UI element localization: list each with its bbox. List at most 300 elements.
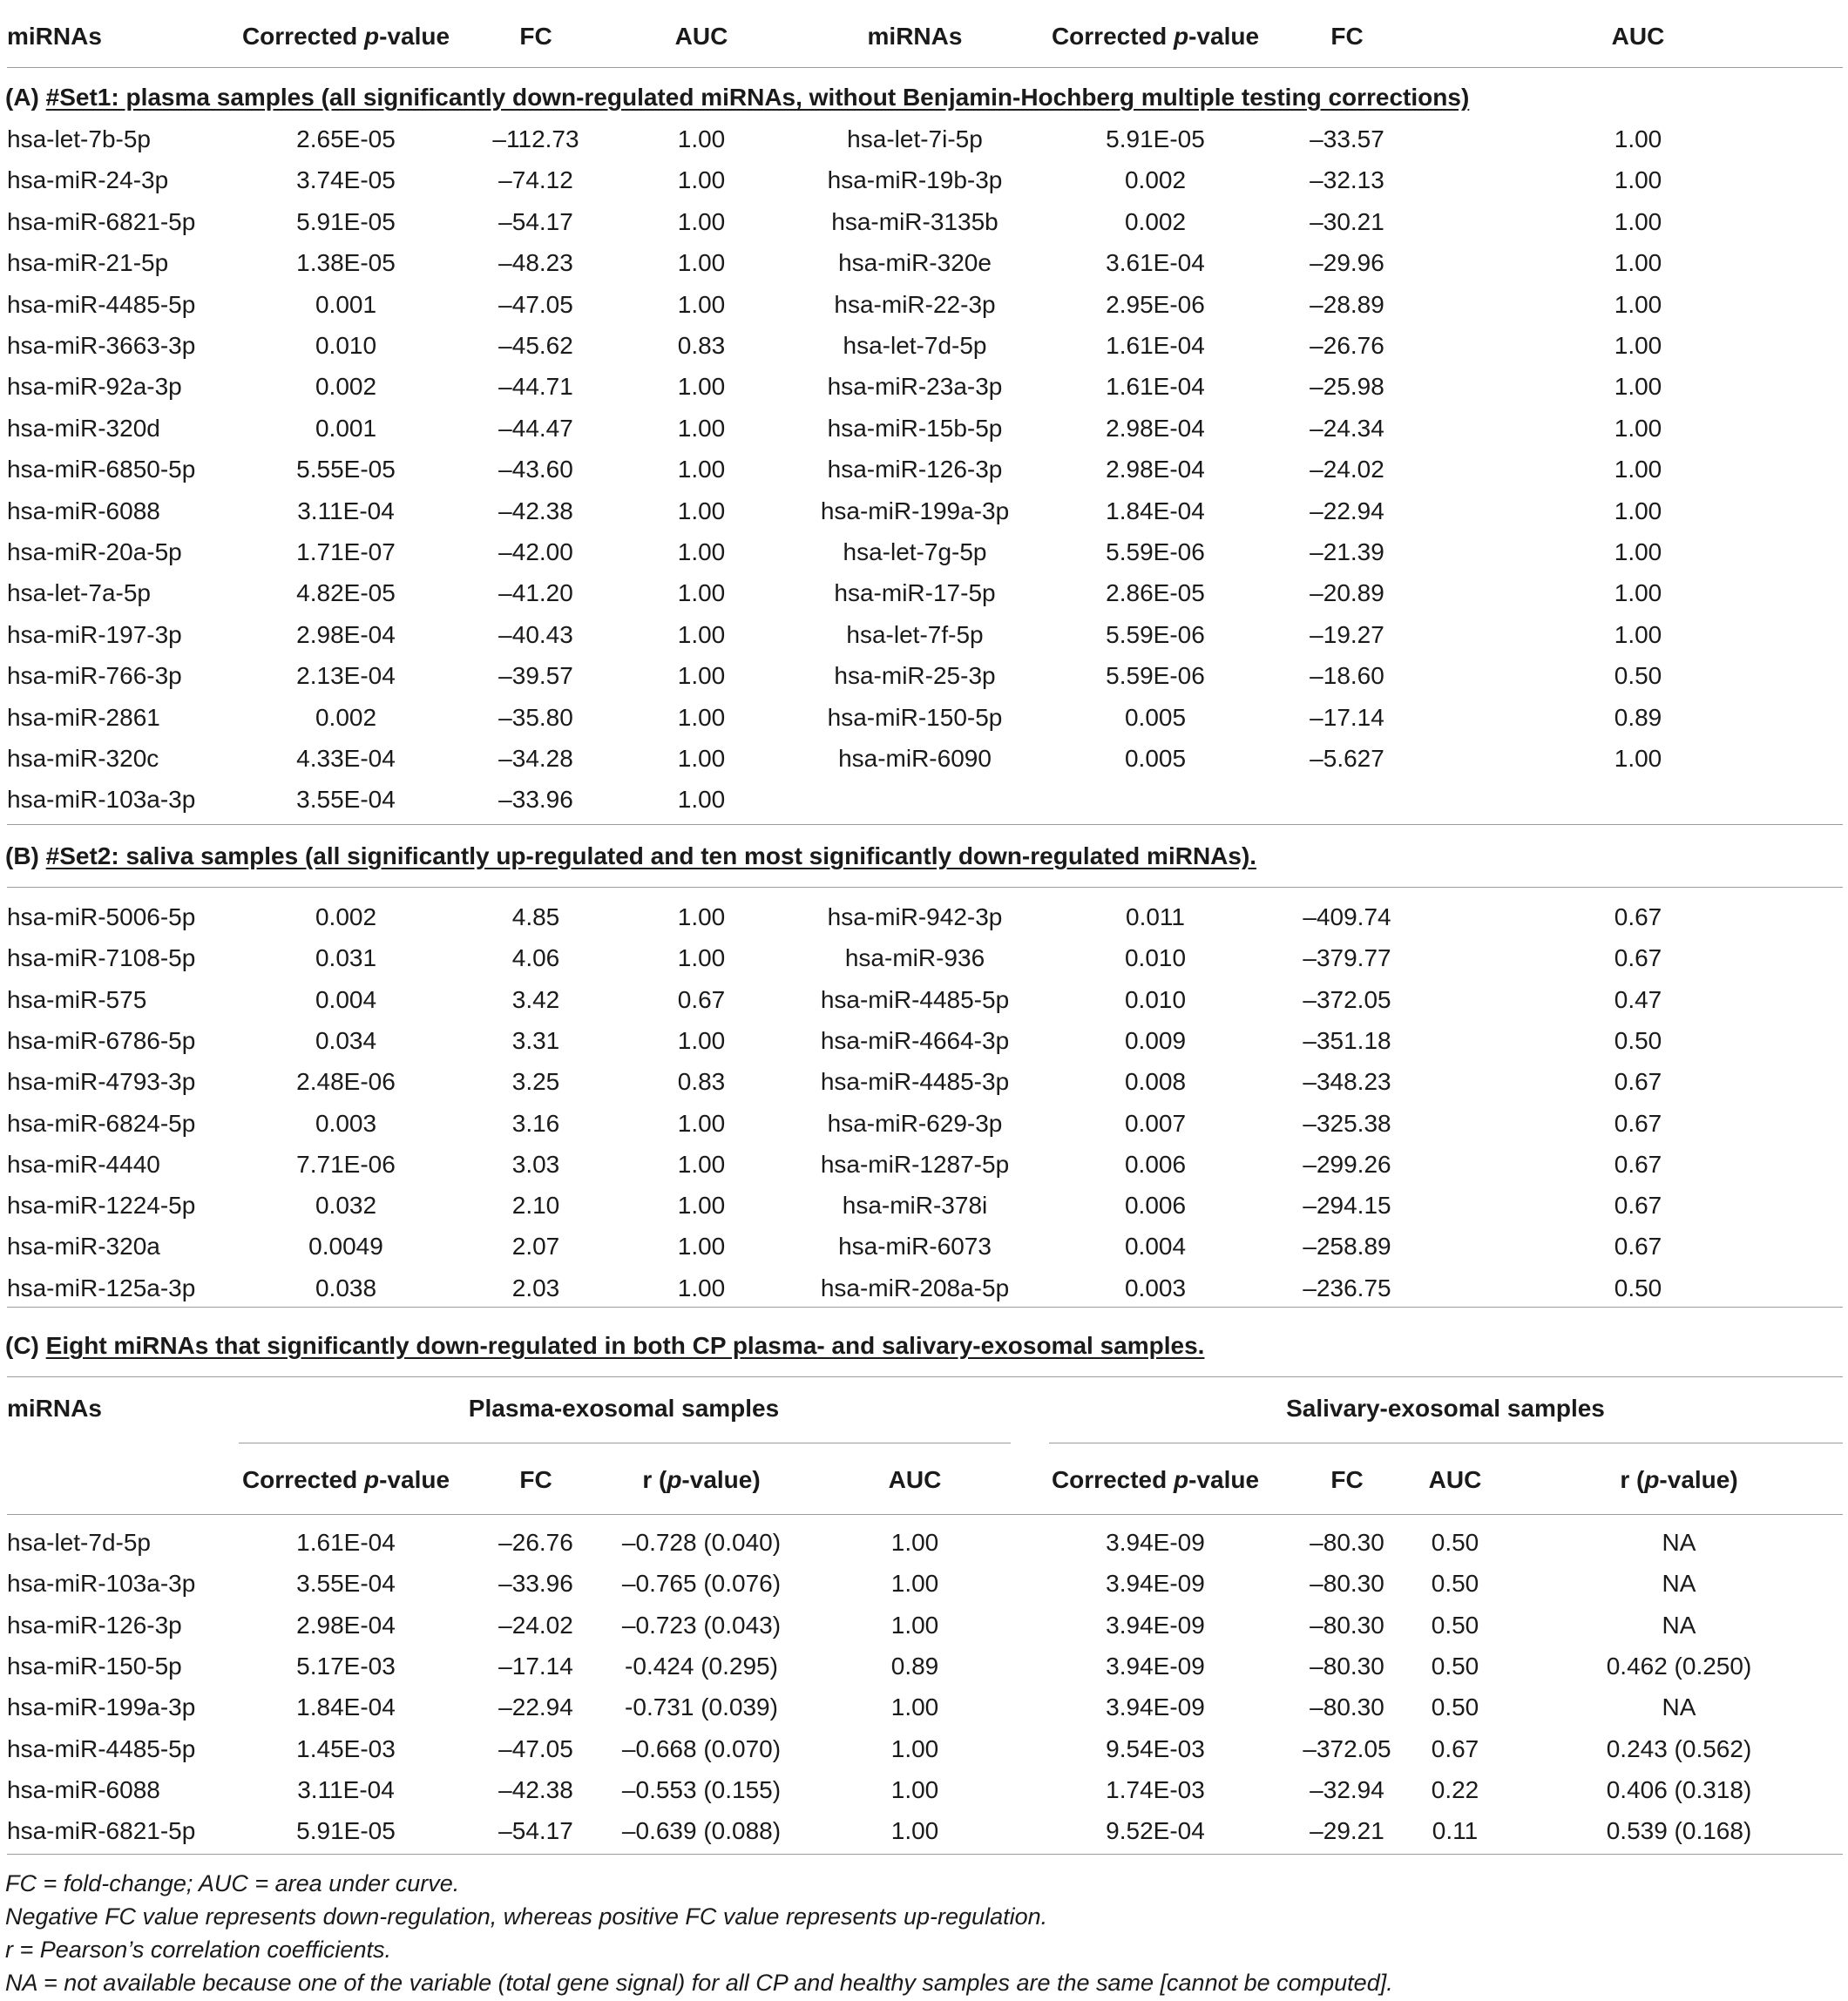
table-cell: 0.50 [1614, 1026, 1662, 1054]
table-cell: 1.00 [1614, 497, 1662, 524]
table-cell: –24.34 [1310, 414, 1384, 442]
table-cell: 0.011 [1126, 903, 1185, 930]
table-cell: 1.00 [677, 249, 726, 277]
table-cell: NA [1662, 1693, 1696, 1721]
table-cell: 3.25 [511, 1068, 560, 1096]
table-cell: 1.00 [890, 1775, 939, 1803]
table-cell: 0.67 [1614, 1068, 1662, 1096]
table-cell: hsa-let-7a-5p [7, 579, 151, 607]
table-cell: 1.00 [677, 1233, 726, 1261]
table-cell: 1.00 [890, 1570, 939, 1598]
table-cell: 1.00 [677, 373, 726, 401]
footnote: NA = not available because one of the variable (total gene signal) for all CP and healthy samples are the same [cannot be computed]. [5, 1970, 1393, 1996]
table-cell: 2.95E-06 [1106, 290, 1205, 318]
header-plasma-group: Plasma-exosomal samples [468, 1395, 780, 1422]
table-cell: hsa-miR-24-3p [7, 166, 169, 194]
table-cell: 1.00 [677, 620, 726, 648]
table-cell: 0.003 [1124, 1274, 1187, 1301]
table-cell: 1.00 [677, 166, 726, 194]
footnote: Negative FC value represents down-regulation, whereas positive FC value represents up-regulation. [5, 1903, 1048, 1930]
table-cell: 1.00 [1614, 620, 1662, 648]
table-cell: 5.55E-05 [296, 456, 396, 483]
table-cell: 0.008 [1124, 1068, 1187, 1096]
table-cell: 2.98E-04 [1106, 414, 1205, 442]
table-cell: hsa-miR-21-5p [7, 249, 169, 277]
table-cell: –80.30 [1310, 1529, 1384, 1556]
table-cell: 1.00 [1614, 332, 1662, 359]
table-cell: 7.71E-06 [296, 1150, 396, 1178]
table-cell: 0.007 [1124, 1109, 1187, 1137]
table-cell: 4.85 [511, 903, 560, 930]
table-cell: –54.17 [498, 1817, 573, 1845]
table-cell: –80.30 [1310, 1611, 1384, 1639]
table-cell: –18.60 [1310, 662, 1384, 690]
table-cell: 0.22 [1431, 1775, 1479, 1803]
table-cell: –19.27 [1310, 620, 1384, 648]
table-cell: 0.243 (0.562) [1606, 1734, 1752, 1762]
table-cell: hsa-miR-4485-5p [820, 985, 1010, 1013]
table-cell: 1.00 [677, 1274, 726, 1301]
table-cell: 0.50 [1431, 1652, 1479, 1680]
table-cell: hsa-let-7d-5p [7, 1529, 151, 1556]
table-cell: –44.71 [498, 373, 573, 401]
table-cell: 9.52E-04 [1106, 1817, 1205, 1845]
table-cell: –47.05 [498, 290, 573, 318]
table-cell: hsa-let-7i-5p [847, 125, 983, 152]
table-cell: hsa-miR-15b-5p [827, 414, 1003, 442]
table-cell: –80.30 [1310, 1693, 1384, 1721]
table-cell: 1.00 [677, 745, 726, 772]
table-cell: 0.67 [1614, 1150, 1662, 1178]
table-cell: –32.94 [1310, 1775, 1384, 1803]
table-cell: hsa-miR-4793-3p [7, 1068, 196, 1096]
table-cell: hsa-miR-629-3p [827, 1109, 1003, 1137]
table-cell: hsa-miR-378i [842, 1192, 988, 1220]
table-cell: 0.002 [1124, 207, 1187, 235]
table-cell: –0.728 (0.040) [621, 1529, 782, 1556]
header-c-corrected-p-value: Corrected p-value [241, 1466, 450, 1493]
table-cell: –0.668 (0.070) [621, 1734, 782, 1762]
table-cell: 1.00 [1614, 538, 1662, 565]
table-cell: hsa-miR-208a-5p [820, 1274, 1010, 1301]
table-cell: 0.50 [1614, 1274, 1662, 1301]
table-cell: 0.47 [1614, 985, 1662, 1013]
table-cell: 0.002 [1124, 166, 1187, 194]
header-c-corrected-p-value-2: Corrected p-value [1051, 1466, 1260, 1493]
table-cell: hsa-miR-3663-3p [7, 332, 196, 359]
table-cell: –45.62 [498, 332, 573, 359]
table-cell: hsa-miR-6821-5p [7, 207, 196, 235]
header-rule [7, 67, 1843, 68]
table-cell: 0.11 [1432, 1817, 1479, 1845]
table-cell: –48.23 [498, 249, 573, 277]
table-cell: –20.89 [1310, 579, 1384, 607]
section-c-header-rule [7, 1514, 1843, 1515]
table-cell: 3.55E-04 [296, 786, 396, 814]
table-cell: –41.20 [498, 579, 573, 607]
table-cell: 1.00 [1614, 456, 1662, 483]
table-cell: 5.91E-05 [1106, 125, 1205, 152]
table-cell: 0.0049 [308, 1233, 383, 1261]
table-cell: 0.010 [1124, 944, 1187, 972]
table-cell: hsa-miR-320a [7, 1233, 160, 1261]
table-cell: hsa-miR-199a-3p [820, 497, 1010, 524]
table-cell: hsa-miR-17-5p [834, 579, 996, 607]
table-cell: hsa-miR-125a-3p [7, 1274, 196, 1301]
table-cell: hsa-miR-4485-3p [820, 1068, 1010, 1096]
table-cell: –28.89 [1310, 290, 1384, 318]
table-cell: –34.28 [498, 745, 573, 772]
table-cell: 0.002 [315, 703, 377, 731]
table-cell: 2.98E-04 [296, 1611, 396, 1639]
table-cell: 0.010 [315, 332, 377, 359]
table-cell: 2.98E-04 [1106, 456, 1205, 483]
header-corrected-p-value-2: Corrected p-value [1051, 23, 1260, 50]
table-cell: hsa-miR-6073 [838, 1233, 992, 1261]
table-cell: –372.05 [1303, 1734, 1391, 1762]
table-cell: 0.002 [315, 373, 377, 401]
table-cell: 1.00 [677, 579, 726, 607]
table-cell: 1.00 [677, 497, 726, 524]
table-cell: hsa-miR-6786-5p [7, 1026, 196, 1054]
section-b-title: (B) #Set2: saliva samples (all significantly up-regulated and ten most significantly down-regulated miRNAs). [5, 842, 1257, 869]
section-c-rule [7, 1854, 1843, 1855]
table-cell: 0.83 [677, 332, 726, 359]
table-cell: –44.47 [498, 414, 573, 442]
table-cell: 0.50 [1431, 1570, 1479, 1598]
table-cell: 1.61E-04 [1106, 373, 1205, 401]
header-fc-2: FC [1330, 23, 1364, 50]
table-cell: –22.94 [1310, 497, 1384, 524]
table-cell: hsa-miR-6090 [838, 745, 992, 772]
table-cell: 1.00 [1614, 745, 1662, 772]
table-cell: hsa-miR-19b-3p [827, 166, 1003, 194]
table-cell: 0.038 [315, 1274, 377, 1301]
table-cell: hsa-miR-766-3p [7, 662, 182, 690]
table-cell: 1.00 [677, 944, 726, 972]
table-cell: 0.89 [890, 1652, 939, 1680]
table-cell: –29.21 [1310, 1817, 1384, 1845]
table-cell: 0.003 [315, 1109, 377, 1137]
table-cell: 1.61E-04 [296, 1529, 396, 1556]
table-cell: –112.73 [492, 125, 579, 152]
table-cell: hsa-miR-5006-5p [7, 903, 196, 930]
table-cell: –348.23 [1303, 1068, 1391, 1096]
table-cell: hsa-miR-20a-5p [7, 538, 182, 565]
table-cell: hsa-miR-150-5p [7, 1652, 182, 1680]
table-cell: 0.005 [1124, 703, 1187, 731]
table-cell: 1.00 [1614, 125, 1662, 152]
table-cell: hsa-miR-23a-3p [827, 373, 1003, 401]
table-cell: 1.00 [1614, 207, 1662, 235]
header-c-fc: FC [519, 1466, 552, 1493]
table-cell: –299.26 [1303, 1150, 1391, 1178]
table-cell: 5.59E-06 [1106, 538, 1205, 565]
table-cell: 0.50 [1431, 1529, 1479, 1556]
table-cell: hsa-miR-22-3p [834, 290, 996, 318]
table-cell: –42.38 [498, 1775, 573, 1803]
table-cell: –26.76 [498, 1529, 573, 1556]
section-a-rule [7, 824, 1843, 825]
table-cell: –409.74 [1303, 903, 1391, 930]
table-cell: hsa-miR-320d [7, 414, 160, 442]
table-cell: 3.11E-04 [297, 497, 395, 524]
table-cell: 1.00 [890, 1529, 939, 1556]
header-c-auc: AUC [888, 1466, 942, 1493]
table-cell: NA [1662, 1611, 1696, 1639]
table-cell: –32.13 [1310, 166, 1384, 194]
table-cell: –372.05 [1303, 985, 1391, 1013]
table-cell: 3.94E-09 [1106, 1652, 1205, 1680]
section-c-title-rule [7, 1376, 1843, 1377]
table-cell: 1.00 [677, 1192, 726, 1220]
table-cell: –0.639 (0.088) [621, 1817, 782, 1845]
table-cell: –5.627 [1310, 745, 1384, 772]
table-cell: 1.61E-04 [1106, 332, 1205, 359]
table-cell: hsa-miR-126-3p [827, 456, 1003, 483]
table-cell: hsa-miR-320c [7, 745, 159, 772]
table-cell: 0.67 [1614, 1109, 1662, 1137]
table-cell: 3.55E-04 [296, 1570, 396, 1598]
table-cell: 3.74E-05 [296, 166, 396, 194]
table-cell: –21.39 [1310, 538, 1384, 565]
table-cell: 1.00 [677, 1026, 726, 1054]
table-cell: hsa-miR-92a-3p [7, 373, 182, 401]
table-cell: –24.02 [498, 1611, 573, 1639]
table-cell: 1.00 [1614, 166, 1662, 194]
table-cell: –17.14 [498, 1652, 573, 1680]
table-cell: –0.723 (0.043) [621, 1611, 782, 1639]
table-cell: 2.03 [511, 1274, 560, 1301]
table-cell: hsa-miR-6824-5p [7, 1109, 196, 1137]
header-fc: FC [519, 23, 552, 50]
table-cell: 0.50 [1431, 1611, 1479, 1639]
table-cell: hsa-miR-6850-5p [7, 456, 196, 483]
table-cell: 3.94E-09 [1106, 1693, 1205, 1721]
table-cell: –35.80 [498, 703, 573, 731]
table-cell: hsa-miR-575 [7, 985, 147, 1013]
table-cell: 1.00 [677, 786, 726, 814]
table-cell: 2.98E-04 [296, 620, 396, 648]
table-cell: 5.17E-03 [296, 1652, 396, 1680]
table-cell: –26.76 [1310, 332, 1384, 359]
table-cell: 3.61E-04 [1106, 249, 1205, 277]
table-cell: –351.18 [1303, 1026, 1391, 1054]
header-c-r-p-value-2: r (p-value) [1620, 1466, 1738, 1493]
table-cell: 1.84E-04 [1106, 497, 1205, 524]
table-cell: 0.462 (0.250) [1606, 1652, 1752, 1680]
table-cell: 0.50 [1614, 662, 1662, 690]
table-cell: 0.67 [1614, 1192, 1662, 1220]
table-cell: hsa-miR-4440 [7, 1150, 160, 1178]
table-cell: 0.031 [315, 944, 377, 972]
header-auc-2: AUC [1611, 23, 1665, 50]
section-c-title: (C) Eight miRNAs that significantly down-regulated in both CP plasma- and salivary-exosomal samples. [5, 1332, 1205, 1359]
table-cell: 2.65E-05 [296, 125, 396, 152]
table-cell: hsa-miR-150-5p [827, 703, 1003, 731]
table-cell: 2.86E-05 [1106, 579, 1205, 607]
table-cell: hsa-miR-199a-3p [7, 1693, 196, 1721]
table-cell: 1.00 [890, 1734, 939, 1762]
table-cell: 0.406 (0.318) [1606, 1775, 1752, 1803]
table-cell: hsa-miR-126-3p [7, 1611, 182, 1639]
table-cell: 2.48E-06 [296, 1068, 396, 1096]
table-cell: 0.83 [677, 1068, 726, 1096]
table-cell: 0.004 [1124, 1233, 1187, 1261]
table-cell: hsa-let-7g-5p [843, 538, 987, 565]
table-cell: 2.10 [511, 1192, 560, 1220]
table-cell: 1.00 [677, 903, 726, 930]
table-cell: 4.06 [511, 944, 560, 972]
table-cell: –325.38 [1303, 1109, 1391, 1137]
table-cell: 3.16 [511, 1109, 560, 1137]
table-cell: hsa-miR-6821-5p [7, 1817, 196, 1845]
table-cell: 0.001 [315, 290, 377, 318]
table-cell: 3.31 [511, 1026, 560, 1054]
table-cell: hsa-let-7d-5p [843, 332, 987, 359]
table-cell: 4.33E-04 [296, 745, 396, 772]
table-cell: –40.43 [498, 620, 573, 648]
table-cell: hsa-miR-936 [844, 944, 985, 972]
table-cell: hsa-miR-103a-3p [7, 786, 196, 814]
table-cell: hsa-miR-197-3p [7, 620, 182, 648]
table-cell: 3.94E-09 [1106, 1529, 1205, 1556]
table-cell: 1.00 [1614, 414, 1662, 442]
table-cell: 9.54E-03 [1106, 1734, 1205, 1762]
table-cell: 5.91E-05 [296, 1817, 396, 1845]
footnote: r = Pearson’s correlation coefficients. [5, 1937, 391, 1963]
table-cell: –236.75 [1303, 1274, 1391, 1301]
table-cell: 0.67 [1614, 944, 1662, 972]
table-cell: –54.17 [498, 207, 573, 235]
table-cell: 0.006 [1124, 1192, 1187, 1220]
table-cell: –33.96 [498, 786, 573, 814]
section-b-rule [7, 1307, 1843, 1308]
table-cell: 2.13E-04 [296, 662, 396, 690]
table-cell: 1.00 [677, 703, 726, 731]
table-cell: 0.032 [315, 1192, 377, 1220]
table-cell: 1.00 [1614, 373, 1662, 401]
table-cell: –33.57 [1310, 125, 1384, 152]
table-cell: 1.74E-03 [1106, 1775, 1205, 1803]
table-cell: –258.89 [1303, 1233, 1391, 1261]
table-cell: –74.12 [498, 166, 573, 194]
table-cell: 3.11E-04 [297, 1775, 395, 1803]
table-cell: 1.45E-03 [296, 1734, 396, 1762]
table-cell: –24.02 [1310, 456, 1384, 483]
table-cell: 0.004 [315, 985, 377, 1013]
table-cell: 4.82E-05 [296, 579, 396, 607]
table-cell: hsa-miR-3135b [831, 207, 998, 235]
header-mirnas: miRNAs [7, 23, 102, 50]
table-cell: 1.84E-04 [296, 1693, 396, 1721]
table-cell: –42.38 [498, 497, 573, 524]
header-salivary-group: Salivary-exosomal samples [1286, 1395, 1605, 1422]
table-cell: –47.05 [498, 1734, 573, 1762]
table-cell: hsa-miR-103a-3p [7, 1570, 196, 1598]
table-cell: –22.94 [498, 1693, 573, 1721]
table-cell: 1.00 [677, 538, 726, 565]
table-cell: 0.67 [677, 985, 726, 1013]
header-c-mirnas: miRNAs [7, 1395, 102, 1422]
table-cell: hsa-miR-6088 [7, 497, 160, 524]
table-cell: 5.91E-05 [296, 207, 396, 235]
section-b-title-rule [7, 887, 1843, 888]
header-mirnas-2: miRNAs [867, 23, 963, 50]
table-cell: 1.71E-07 [296, 538, 396, 565]
table-cell: NA [1662, 1529, 1696, 1556]
table-cell: 1.00 [677, 1150, 726, 1178]
table-cell: –80.30 [1310, 1652, 1384, 1680]
table-cell: 3.03 [511, 1150, 560, 1178]
table-cell: hsa-miR-25-3p [834, 662, 996, 690]
table-cell: 1.00 [1614, 249, 1662, 277]
table-cell: hsa-miR-7108-5p [7, 944, 196, 972]
table-cell: 0.67 [1614, 1233, 1662, 1261]
table-cell: –25.98 [1310, 373, 1384, 401]
table-cell: 0.67 [1614, 903, 1662, 930]
table-cell: hsa-miR-320e [838, 249, 992, 277]
table-cell: 1.00 [1614, 290, 1662, 318]
table-cell: hsa-miR-1224-5p [7, 1192, 196, 1220]
table-cell: 2.07 [511, 1233, 560, 1261]
table-cell: 1.00 [677, 125, 726, 152]
table-cell: 0.010 [1124, 985, 1187, 1013]
footnote: FC = fold-change; AUC = area under curve. [5, 1870, 460, 1896]
table-cell: -0.731 (0.039) [625, 1693, 778, 1721]
table-cell: 1.00 [677, 207, 726, 235]
table-cell: 0.005 [1124, 745, 1187, 772]
table-cell: 0.67 [1431, 1734, 1479, 1762]
table-cell: hsa-miR-942-3p [827, 903, 1003, 930]
table-cell: –29.96 [1310, 249, 1384, 277]
table-cell: 1.38E-05 [296, 249, 396, 277]
table-cell: –39.57 [498, 662, 573, 690]
header-c-auc-2: AUC [1428, 1466, 1482, 1493]
table-cell: 0.89 [1614, 703, 1662, 731]
table-cell: hsa-miR-6088 [7, 1775, 160, 1803]
table-cell: –42.00 [498, 538, 573, 565]
header-auc: AUC [674, 23, 728, 50]
table-cell: 1.00 [890, 1611, 939, 1639]
table-cell: hsa-miR-4485-5p [7, 290, 196, 318]
header-c-r-p-value: r (p-value) [642, 1466, 761, 1493]
table-cell: 5.59E-06 [1106, 620, 1205, 648]
table-cell: 0.009 [1124, 1026, 1187, 1054]
table-cell: hsa-miR-2861 [7, 703, 160, 731]
table-cell: –0.553 (0.155) [621, 1775, 782, 1803]
table-cell: 1.00 [677, 456, 726, 483]
table-cell: 1.00 [890, 1817, 939, 1845]
table-cell: 0.50 [1431, 1693, 1479, 1721]
table-cell: 0.006 [1124, 1150, 1187, 1178]
table-cell: –43.60 [498, 456, 573, 483]
table-cell: –17.14 [1310, 703, 1384, 731]
table-cell: –379.77 [1303, 944, 1391, 972]
table-cell: 3.94E-09 [1106, 1611, 1205, 1639]
table-cell: 0.001 [315, 414, 377, 442]
table-cell: 0.539 (0.168) [1606, 1817, 1752, 1845]
table-cell: 1.00 [890, 1693, 939, 1721]
table-cell: –80.30 [1310, 1570, 1384, 1598]
table-cell: 1.00 [677, 290, 726, 318]
table-cell: NA [1662, 1570, 1696, 1598]
table-cell: 0.034 [315, 1026, 377, 1054]
table-cell: 3.94E-09 [1106, 1570, 1205, 1598]
table-cell: 1.00 [677, 1109, 726, 1137]
table-cell: 1.00 [677, 414, 726, 442]
table-cell: –30.21 [1310, 207, 1384, 235]
